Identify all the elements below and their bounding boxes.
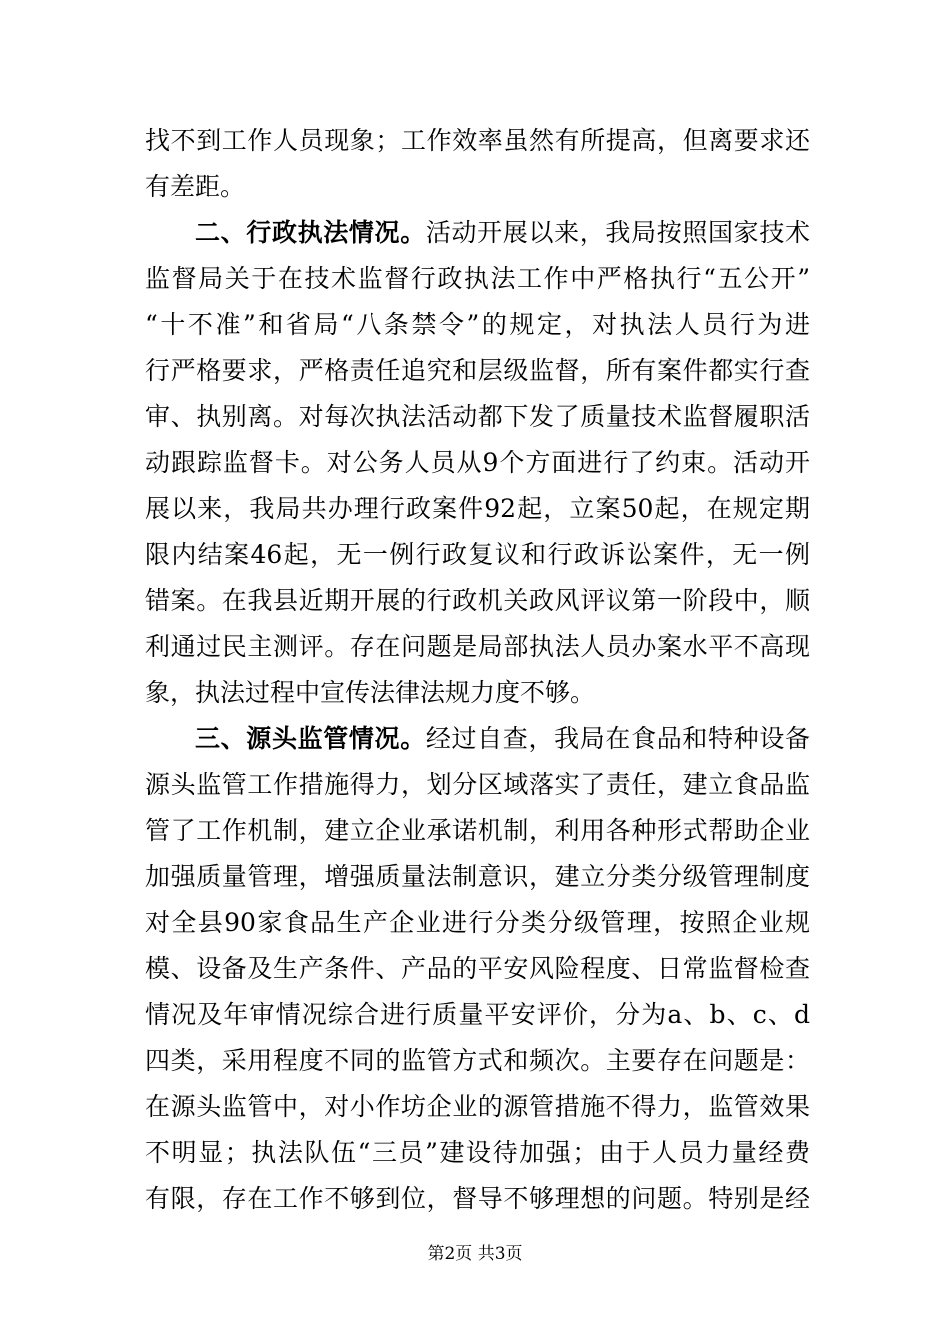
section-3-first-line: [195, 724, 810, 754]
body-line: 管了工作机制，建立企业承诺机制，利用各种形式帮助企业: [145, 816, 810, 845]
body-line: 利通过民主测评。存在问题是局部执法人员办案水平不高现: [145, 632, 810, 661]
body-line: 不明显；执法队伍“三员”建设待加强；由于人员力量经费: [145, 1138, 810, 1167]
body-line: 行严格要求，严格责任追究和层级监督，所有案件都实行查: [145, 356, 810, 385]
body-line: 模、设备及生产条件、产品的平安风险程度、日常监督检查: [145, 954, 810, 983]
body-line: 在源头监管中，对小作坊企业的源管措施不得力，监管效果: [145, 1092, 810, 1121]
body-line: 错案。在我县近期开展的行政机关政风评议第一阶段中，顺: [145, 586, 810, 615]
body-line: 加强质量管理，增强质量法制意识，建立分类分级管理制度: [145, 862, 810, 891]
body-text: 活动开展以来，我局按照国家技术: [425, 218, 810, 247]
body-line: 找不到工作人员现象；工作效率虽然有所提高，但离要求还: [145, 126, 810, 155]
section-heading: 三、源头监管情况。: [195, 724, 426, 753]
body-text: 经过自查，我局在食品和特种设备: [425, 724, 810, 753]
body-line: “十不准”和省局“八条禁令”的规定，对执法人员行为进: [145, 310, 810, 339]
body-line: 审、执别离。对每次执法活动都下发了质量技术监督履职活: [145, 402, 810, 431]
body-line: 情况及年审情况综合进行质量平安评价，分为a、b、c、d: [145, 1000, 810, 1029]
body-line: 四类，采用程度不同的监管方式和频次。主要存在问题是：: [145, 1046, 810, 1075]
section-heading: 二、行政执法情况。: [195, 218, 426, 247]
body-line: 源头监管工作措施得力，划分区域落实了责任，建立食品监: [145, 770, 810, 799]
page-number-footer: 第2页 共3页: [427, 1244, 523, 1264]
section-2-first-line: [195, 218, 810, 248]
body-line: 有差距。: [145, 172, 246, 201]
body-line: 展以来，我局共办理行政案件92起，立案50起，在规定期: [145, 494, 810, 523]
body-line: 限内结案46起，无一例行政复议和行政诉讼案件，无一例: [145, 540, 810, 569]
body-line: 监督局关于在技术监督行政执法工作中严格执行“五公开”: [145, 264, 810, 293]
body-line: 象，执法过程中宣传法律法规力度不够。: [145, 678, 596, 707]
body-line: 对全县90家食品生产企业进行分类分级管理，按照企业规: [145, 908, 810, 937]
body-line: 有限，存在工作不够到位，督导不够理想的问题。特别是经: [145, 1184, 810, 1213]
body-line: 动跟踪监督卡。对公务人员从9个方面进行了约束。活动开: [145, 448, 810, 477]
